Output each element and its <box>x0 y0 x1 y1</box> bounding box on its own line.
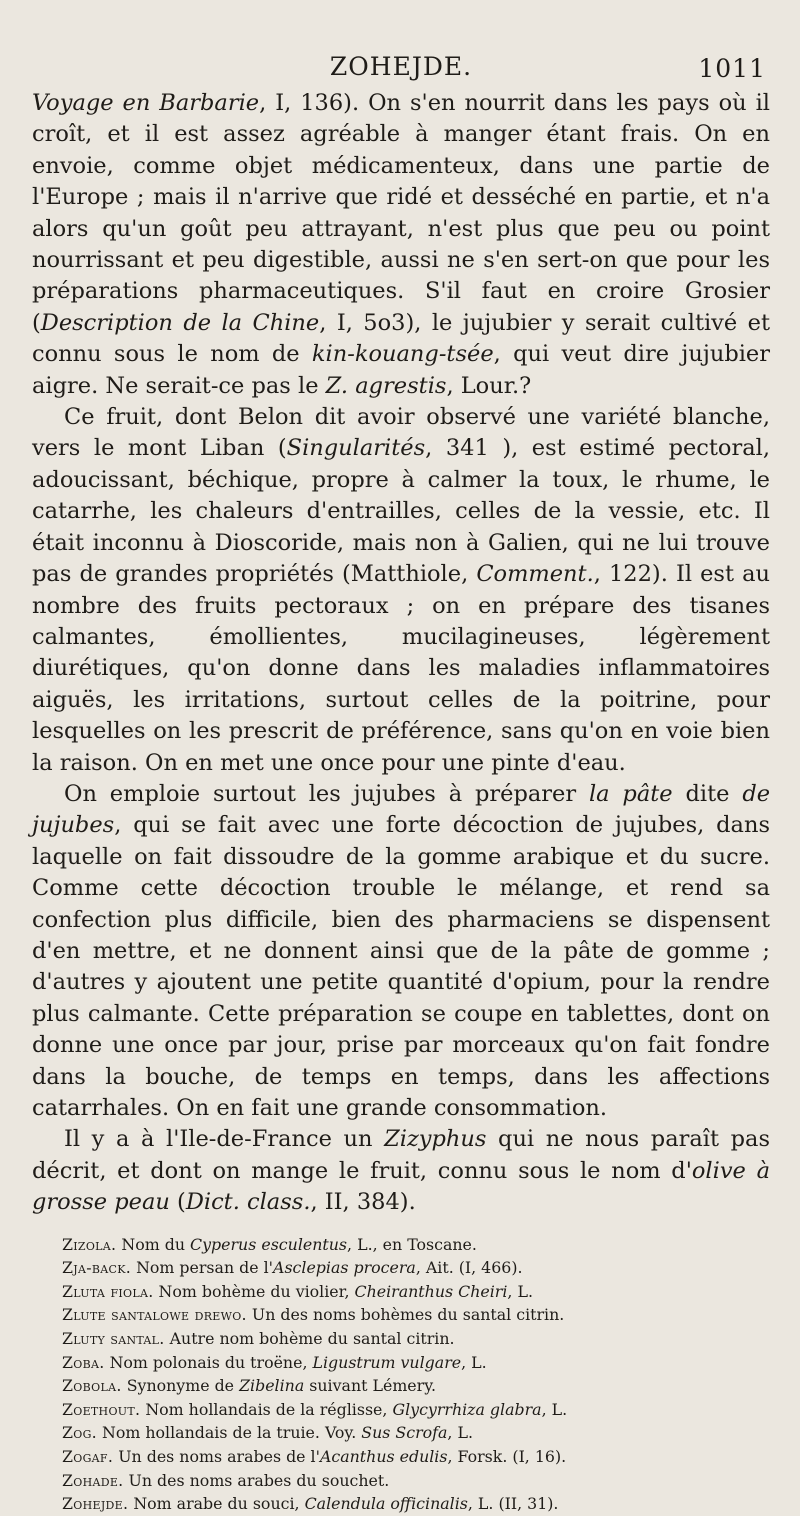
index-entry <box>62 1280 770 1304</box>
entry-headword: Zohejde. <box>62 1494 129 1514</box>
entry-text: Synonyme de <box>121 1376 240 1396</box>
species-name: Cheiranthus Cheiri <box>354 1281 508 1301</box>
text-run: , Lour.? <box>446 372 532 399</box>
italic-text: Description de la Chine <box>40 309 320 336</box>
species-name: Calendula officinalis <box>304 1494 468 1514</box>
italic-text: kin-kouang-tsée <box>311 341 494 368</box>
entry-text: suivant Lémery. <box>304 1376 437 1396</box>
entry-text: Nom hollandais de la réglisse, <box>140 1399 393 1419</box>
running-header <box>32 52 770 88</box>
index-entry <box>62 1492 770 1516</box>
entry-text: Un des noms arabes du souchet. <box>123 1470 390 1490</box>
index-entry <box>62 1256 770 1280</box>
text-run: Il y a à l'Ile-de-France un <box>64 1126 385 1153</box>
running-title: ZOHEJDE. <box>329 52 473 81</box>
entry-text: , L. <box>507 1281 533 1301</box>
entry-text: Nom persan de l' <box>131 1258 274 1278</box>
index-entry <box>62 1469 770 1493</box>
entry-headword: Zobola. <box>62 1376 122 1396</box>
body-text <box>32 88 770 1219</box>
entry-text: Nom bohème du violier, <box>153 1281 355 1301</box>
italic-text: Z. agrestis <box>325 372 447 399</box>
body-paragraph <box>32 779 770 1124</box>
entry-headword: Zizola. <box>62 1234 117 1254</box>
index-entry <box>62 1327 770 1351</box>
species-name: Sus Scrofa <box>361 1423 448 1443</box>
text-run: , 341 ), est estimé pectoral, adoucissant, béchique, propre à calmer la toux, le rhume, le catarrhe, les chaleurs d'entrailles, celles de la vessie, etc. Il était inconnu à Dioscoride, mais non à Galien, qui ne lui trouve pas de grandes propriétés (Matthiole, <box>32 435 770 588</box>
text-run: ( <box>169 1189 186 1216</box>
italic-text: Comment. <box>476 561 594 588</box>
entry-text: , L. <box>541 1399 568 1419</box>
entry-text: Un des noms bohèmes du santal citrin. <box>246 1305 565 1325</box>
entry-text: Autre nom bohème du santal citrin. <box>164 1329 455 1348</box>
index-entry <box>62 1374 770 1398</box>
entry-text: Nom polonais du troëne, <box>104 1352 313 1372</box>
entry-text: , Ait. (I, 466). <box>415 1258 523 1278</box>
index-entry <box>62 1445 770 1469</box>
text-run: qui ne nous paraît pas décrit, et dont on mange le fruit, connu sous le nom d' <box>32 1126 770 1184</box>
entry-headword: Zluta fiola. <box>62 1281 154 1301</box>
entry-headword: Zog. <box>62 1423 98 1443</box>
italic-text: Singularités <box>286 435 426 462</box>
species-name: Glycyrrhiza glabra <box>392 1399 542 1419</box>
body-paragraph <box>32 88 770 402</box>
text-run: , 122). Il est au nombre des fruits pectoraux ; on en prépare des tisanes calmantes, émollientes, mucilagineuses, légèrement diurétiques, qu'on donne dans les maladies inflammatoires aiguës, les irritations, surtout celles de la poitrine, pour lesquelles on les prescrit de préférence, sans qu'on en voie bien la raison. On en met une once pour une pinte d'eau. <box>32 561 770 776</box>
entry-text: , L. <box>461 1352 487 1372</box>
page-number: 1011 <box>698 54 766 83</box>
text-run: , I, 5o3), le jujubier y serait cultivé et connu sous le nom de <box>32 309 770 368</box>
italic-text: la pâte <box>588 780 673 807</box>
body-paragraph <box>32 402 770 779</box>
entry-headword: Zogaf. <box>62 1446 114 1466</box>
index-entry <box>62 1421 770 1445</box>
entry-headword: Zlute santalowe drewo. <box>62 1305 247 1325</box>
text-run: On emploie surtout les jujubes à préparer <box>64 780 589 807</box>
text-run: , II, 384). <box>310 1189 416 1216</box>
species-name: Cyperus esculentus <box>190 1234 348 1254</box>
entry-text: Nom hollandais de la truie. Voy. <box>97 1423 362 1443</box>
entry-text: Nom arabe du souci, <box>128 1494 305 1514</box>
entry-headword: Zluty santal. <box>62 1329 165 1348</box>
body-paragraph <box>32 1124 770 1218</box>
entry-headword: Zohade. <box>62 1470 124 1490</box>
index-entries <box>32 1233 770 1516</box>
entry-text: , Forsk. (I, 16). <box>447 1446 567 1466</box>
text-run: , qui se fait avec une forte décoction de jujubes, dans laquelle on fait dissoudre de la gomme arabique et du sucre. Comme cette décoction trouble le mélange, et rend sa confection plus difficile, bien des pharmaciens se dispensent d'en mettre, et ne donnent ainsi que de la pâte de gomme ; d'autres y ajoutent une petite quantité d'opium, pour la rendre plus calmante. Cette préparation se coupe en tablettes, dont on donne une once par jour, prise par morceaux qu'on fait fondre dans la bouche, de temps en temps, dans les affections catarrhales. On en fait une grande consommation. <box>32 812 770 1121</box>
index-entry <box>62 1398 770 1422</box>
italic-text: de jujubes <box>32 780 771 839</box>
text-run: Ce fruit, dont Belon dit avoir observé une variété blanche, vers le mont Liban ( <box>32 404 770 462</box>
species-name: Ligustrum vulgare <box>312 1352 462 1372</box>
species-name: Asclepias procera <box>273 1258 416 1278</box>
entry-text: Nom du <box>116 1234 191 1254</box>
text-run: dite <box>672 780 743 807</box>
entry-text: , L., en Toscane. <box>347 1234 477 1254</box>
italic-text: Zizyphus <box>384 1126 487 1153</box>
entry-text: , L. <box>447 1423 473 1443</box>
text-run: , I, 136). On s'en nourrit dans les pays où il croît, et il est assez agréable à manger étant frais. On en envoie, comme objet médicamenteux, dans une partie de l'Europe ; mais il n'arrive que ridé et desséché en partie, et n'a alors qu'un goût peu attrayant, n'est plus que peu ou point nourrissant et peu digestible, aussi ne s'en sert-on que pour les préparations pharmaceutiques. S'il faut en croire Grosier ( <box>32 90 770 336</box>
text-run: , qui veut dire jujubier aigre. Ne serait-ce pas le <box>32 341 770 399</box>
entry-text: Un des noms arabes de l' <box>113 1446 320 1466</box>
entry-text: , L. (II, 31). <box>467 1494 559 1514</box>
entry-headword: Zja-back. <box>62 1258 132 1278</box>
index-entry <box>62 1303 770 1327</box>
species-name: Zibelina <box>239 1376 305 1396</box>
species-name: Acanthus edulis <box>319 1446 448 1466</box>
entry-headword: Zoethout. <box>62 1399 141 1419</box>
italic-text: Voyage en Barbarie <box>32 90 260 116</box>
index-entry <box>62 1351 770 1375</box>
italic-text: Dict. class. <box>185 1189 311 1216</box>
italic-text: olive à grosse peau <box>32 1157 770 1216</box>
entry-headword: Zoba. <box>62 1352 105 1372</box>
index-entry <box>62 1233 770 1257</box>
